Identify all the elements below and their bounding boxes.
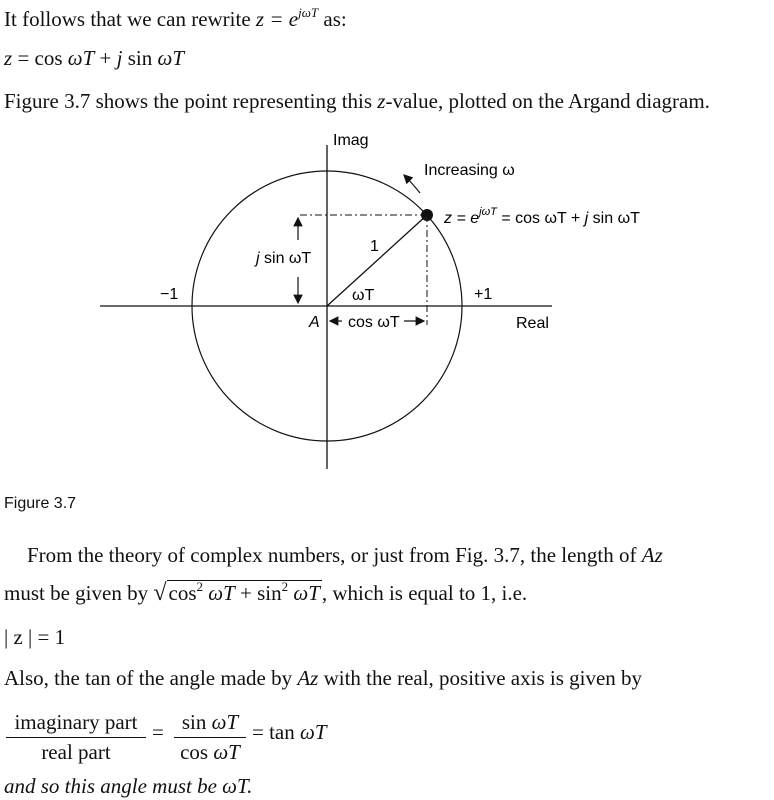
tan-intro-line: Also, the tan of the angle made by Az with the real, positive axis is given by bbox=[4, 666, 643, 690]
sqrt-expression: $\cos^2 \omega T + \sin^2 \omega T$ bbox=[168, 579, 320, 605]
figure-intro-line: Figure 3.7 shows the point representing this z-value, plotted on the Argand diagram. bbox=[4, 89, 710, 113]
z-point-label: $z = e^{j\omega T} = \cos \omega T + j$ sin ωT bbox=[444, 206, 640, 227]
radius-label: 1 bbox=[370, 238, 379, 255]
tan-result: = tan ωT bbox=[252, 720, 327, 744]
real-label: Real bbox=[516, 315, 549, 332]
z-expression: $z = e^{j\omega T}$ bbox=[255, 5, 319, 31]
jsin-label: j sin ωT bbox=[256, 250, 312, 267]
plus-one-label: +1 bbox=[474, 286, 493, 303]
increasing-label: Increasing ω bbox=[424, 162, 515, 179]
angle-label: ωT bbox=[352, 287, 375, 304]
intro-line: It follows that we can rewrite $z = e^{j\omega T}$ as: bbox=[4, 5, 347, 31]
fraction-sin-cos: $\frac{\text{sin ωT}}{\text{cos ωT}}$ bbox=[174, 710, 246, 765]
point-z bbox=[421, 209, 433, 221]
fraction-imag-real: imaginary part real part bbox=[6, 710, 146, 765]
conclusion-line: and so this angle must be ωT. bbox=[4, 774, 253, 798]
radius-line bbox=[327, 215, 427, 306]
minus-one-label: −1 bbox=[160, 286, 179, 303]
equation-z-trig: z = cos ωT + j sin ωT bbox=[4, 46, 185, 70]
argand-diagram bbox=[0, 125, 774, 485]
theory-line-2: must be given by $√\cos^2$ $\omega T + \sin^2 \omega T$, which is equal to 1, i.e. bbox=[4, 579, 528, 606]
cos-label: cos ωT bbox=[348, 314, 400, 331]
theory-line-1: From the theory of complex numbers, or just from Fig. 3.7, the length of Az bbox=[27, 543, 663, 567]
increasing-arrow bbox=[404, 175, 420, 193]
sqrt-sign: √ bbox=[153, 580, 167, 606]
equation-modulus: | z | = 1 bbox=[4, 625, 66, 649]
imag-label: Imag bbox=[333, 132, 369, 149]
equals-sign: = bbox=[152, 720, 164, 744]
origin-label: A bbox=[309, 314, 320, 331]
figure-caption: Figure 3.7 bbox=[4, 495, 77, 512]
